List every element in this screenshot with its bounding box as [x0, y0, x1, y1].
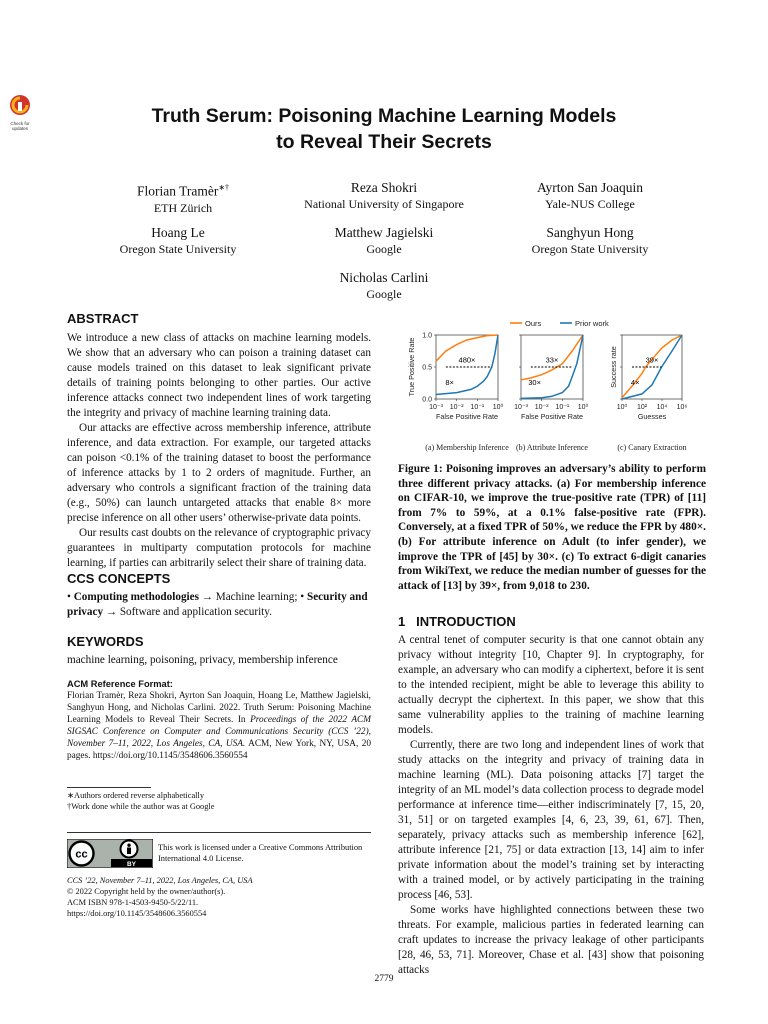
introduction-body: [398, 633, 704, 978]
x-tick-label: 10⁻³: [429, 404, 443, 411]
author-name: Matthew Jagielski: [334, 225, 434, 240]
author-block: [58, 224, 298, 258]
subfigure-caption: (c) Canary Extraction: [617, 443, 687, 452]
keywords-text: machine learning, poisoning, privacy, membership inference: [67, 654, 338, 666]
isbn-line: ACM ISBN 978-1-4503-9450-5/22/11.: [67, 898, 199, 907]
acm-reference-text: Florian Tramèr, Reza Shokri, Ayrton San Joaquin, Hoang Le, Matthew Jagielski, Sanghyun Hong, and Nicholas Carlini. 2022. Truth Serum: Poisoning Machine Learning Models to Reveal Their Secrets. In: [67, 691, 371, 725]
figure-1-caption: Figure 1: Poisoning improves an adversary’s ability to perform three different privacy attacks. (a) For membership inference on CIFAR-10, we improve the true-positive rate (TPR) of [11] from 7% to 59%, at a 0.1% false-positive rate (FPR). Conversely, at a fixed TPR of 50%, we reduce the FPR by 480×. (b) For attribute inference on Adult (to infer gender), we improve the TPR of [45] by 30×. (c) To extract 6-digit canaries from WikiText, we reduce the median number of guesses for the attack of [13] by 39×, from 9,018 to 230.: [398, 463, 706, 592]
acm-reference-body: [67, 690, 371, 762]
legend-label: Prior work: [575, 319, 609, 328]
author-name: Sanghyun Hong: [546, 225, 634, 240]
annotation-label: 33×: [545, 355, 559, 365]
x-tick-label: 10⁻¹: [470, 404, 485, 411]
x-axis-label: False Positive Rate: [521, 412, 583, 421]
x-tick-label: 10⁻¹: [555, 404, 570, 411]
section-number: 1: [398, 614, 406, 629]
author-block: [264, 269, 504, 303]
title-line1: Truth Serum: Poisoning Machine Learning Models: [151, 105, 617, 127]
intro-paragraph: A central tenet of computer security is that one cannot obtain any privacy without integrity [10, Chapter 9]. In cryptography, for example, an adversary who can modify a ciphertext, before it is sent to the intended recipient, might be able to leverage this ability to actually decrypt the ciphertext. In this paper, we show that this same vulnerability applies to the training of machine learning models.: [398, 634, 704, 736]
x-tick-label: 10⁴: [656, 404, 668, 411]
author-name: Florian Tramèr: [136, 183, 219, 199]
author-block: [264, 224, 504, 258]
ccs-bold-term: Computing methodologies: [73, 591, 199, 603]
y-tick-label: 1.0: [422, 332, 432, 340]
author-affiliation: ETH Zürich: [153, 200, 213, 215]
author-name: Reza Shokri: [350, 180, 418, 195]
author-affiliation: National University of Singapore: [304, 197, 464, 211]
intro-paragraph: Currently, there are two long and independent lines of work that study attacks on the integrity and privacy of training data in machine learning (ML). Data poisoning attacks [7] target the integrity of an ML model’s data collection process to degrade model performance at inference time—either indiscriminately [7, 15, 20, 31, 51] or on targeted examples [4, 6, 23, 39, 61, 67]. Then, separately, privacy attacks such as membership inference [62], attribute inference [21, 75] or data extraction [13, 14] aim to infer private information about the model’s training set by interacting with a trained model, or by actively participating in the training process [46, 53].: [398, 739, 704, 901]
by-label: BY: [126, 860, 137, 868]
series-line: [622, 335, 682, 399]
creative-commons-by-logo[interactable]: [67, 839, 153, 868]
acm-reference-heading: ACM Reference Format:: [67, 679, 173, 689]
subfigure-caption: (a) Membership Inference: [425, 443, 509, 452]
y-tick-label: 0.0: [422, 396, 432, 404]
title-line2: to Reveal Their Secrets: [276, 131, 492, 153]
ccs-concepts-heading: CCS CONCEPTS: [67, 571, 171, 586]
abstract-paragraph: We introduce a new class of attacks on machine learning models. We show that an adversary who can poison a training dataset can cause models trained on this dataset to leak significant private details of training points belonging to other parties. Our active inference attacks connect two independent lines of work targeting the integrity and privacy of machine learning training data.: [67, 332, 371, 419]
footnote-divider: [67, 787, 151, 788]
cc-label: cc: [75, 848, 88, 861]
x-tick-label: 10⁻²: [449, 404, 464, 411]
author-name: Hoang Le: [151, 225, 205, 240]
license-divider: [67, 832, 371, 833]
annotation-label: 8×: [445, 377, 454, 387]
abstract-paragraph: Our results cast doubts on the relevance of cryptographic privacy guarantees in multiparty computation protocols for machine learning, if parties can arbitrarily select their share of training data.: [67, 527, 371, 569]
intro-paragraph: Some works have highlighted connections between these two threats. For example, malicious parties in federated learning can craft updates to increase the privacy leakage of other participants [28, 46, 53, 71]. Moreover, Chase et al. [43] show that poisoning attacks: [398, 904, 704, 976]
badge-line1: Check for: [10, 121, 30, 126]
plot-frame: [622, 335, 682, 399]
x-tick-label: 10²: [636, 404, 648, 411]
author-affiliation: Oregon State University: [531, 242, 649, 256]
ccs-text: → Software and application security.: [103, 606, 272, 618]
author-block: [470, 179, 710, 213]
y-tick-label: 0.5: [422, 364, 432, 372]
annotation-label: 30×: [528, 377, 542, 387]
ccs-text: → Machine learning; •: [198, 591, 307, 603]
badge-line2: updates: [11, 126, 28, 131]
annotation-label: 39×: [645, 355, 659, 365]
author-affiliation: Oregon State University: [119, 242, 237, 256]
paper-title: [0, 103, 768, 155]
author-mark: ∗†: [218, 183, 230, 192]
x-tick-label: 10⁻³: [514, 404, 528, 411]
acm-reference-text: ACM, New York, NY, USA, 20 pages. https://doi.org/10.1145/3548606.3560554: [67, 739, 371, 761]
author-affiliation: Yale-NUS College: [545, 197, 635, 211]
y-axis-label: Success rate: [609, 346, 618, 388]
license-text: This work is licensed under a Creative Commons Attribution International 4.0 License.: [158, 843, 363, 863]
keywords-heading: KEYWORDS: [67, 634, 144, 649]
x-tick-label: 10⁶: [676, 404, 688, 411]
doi-link[interactable]: https://doi.org/10.1145/3548606.3560554: [67, 909, 207, 918]
author-name: Ayrton San Joaquin: [536, 180, 643, 195]
footnote: †Work done while the author was at Google: [67, 802, 215, 811]
x-tick-label: 10⁰: [577, 404, 589, 411]
author-block: [264, 179, 504, 213]
series-line: [622, 335, 682, 398]
author-name: Nicholas Carlini: [339, 270, 429, 285]
x-axis-label: False Positive Rate: [436, 412, 498, 421]
x-axis-label: Guesses: [637, 412, 667, 421]
annotation-label: 480×: [458, 355, 476, 365]
author-affiliation: Google: [366, 287, 402, 301]
x-tick-label: 10⁰: [616, 404, 628, 411]
legend-label: Ours: [525, 319, 542, 328]
abstract-heading: ABSTRACT: [67, 311, 139, 326]
footnote: ∗Authors ordered reverse alphabetically: [67, 791, 205, 800]
x-tick-label: 10⁰: [492, 404, 504, 411]
ccs-concepts-body: • Computing methodologies → Machine learning; • Security and privacy → Software and application security.: [67, 591, 368, 618]
author-affiliation: Google: [366, 242, 402, 256]
subfigure-caption: (b) Attribute Inference: [516, 443, 588, 452]
page-number: 2779: [374, 974, 394, 984]
ccs-bold-term: Security and privacy: [67, 591, 368, 618]
introduction-heading: [398, 614, 516, 629]
section-title: INTRODUCTION: [416, 614, 516, 629]
abstract-body: [67, 331, 371, 571]
conference-line: CCS ’22, November 7–11, 2022, Los Angeles, CA, USA: [67, 876, 253, 885]
author-block: [470, 224, 710, 258]
figure-1-charts: [398, 313, 708, 455]
y-axis-label: True Positive Rate: [407, 337, 416, 397]
acm-reference-venue: Proceedings of the 2022 ACM SIGSAC Conference on Computer and Communications Security (CCS ’22), November 7–11, 2022, Los Angeles, CA, USA.: [67, 715, 372, 749]
abstract-paragraph: Our attacks are effective across membership inference, attribute inference, and data extraction. For example, our targeted attacks can poison <0.1% of the training dataset to boost the performance of inference attacks by 1 to 2 orders of magnitude. Further, an adversary who controls a significant fraction of the training data (e.g., 50%) can launch untargeted attacks that enable 8× more precise inference on all other users’ otherwise-private data points.: [67, 422, 371, 524]
copyright-line: © 2022 Copyright held by the owner/author(s).: [67, 887, 226, 896]
x-tick-label: 10⁻²: [534, 404, 549, 411]
annotation-label: 4×: [630, 377, 640, 387]
